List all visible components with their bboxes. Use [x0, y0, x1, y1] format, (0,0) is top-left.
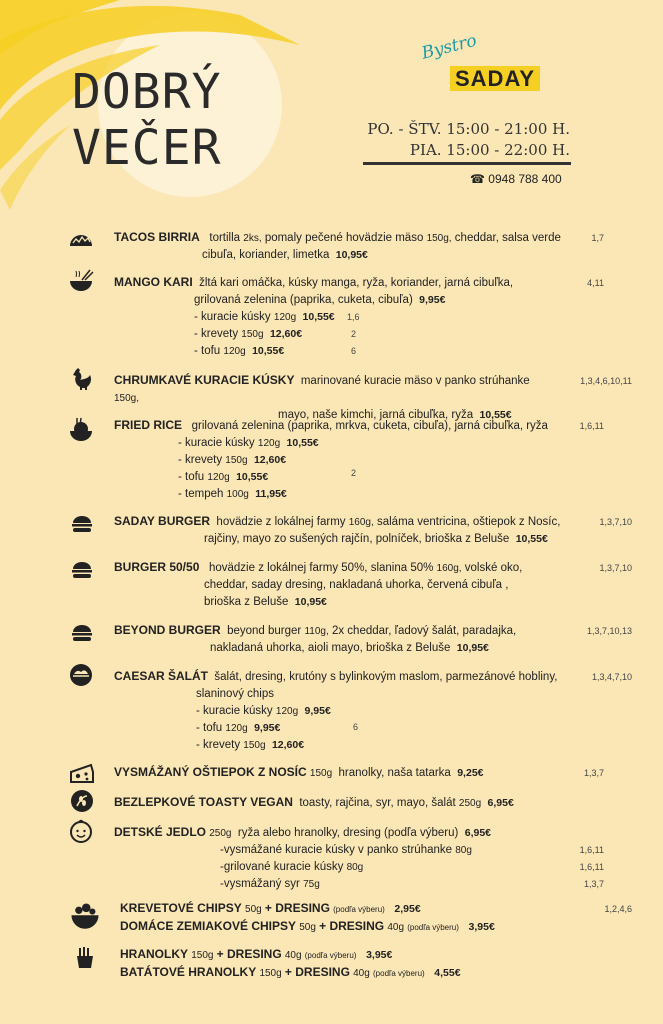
item-desc: grilovaná zelenina (paprika, cuketa, cibuľa) — [194, 294, 413, 306]
item-gram: 50g — [245, 904, 262, 915]
item-gram: 120g — [225, 723, 248, 734]
menu-item-tacos — [114, 229, 604, 264]
burger-icon — [69, 620, 95, 646]
option-label: - kuracie kúsky — [194, 311, 271, 323]
item-gram: 100g — [226, 489, 249, 500]
item-gram: 80g — [455, 845, 472, 856]
item-gram: 150g — [309, 768, 333, 779]
greeting-line-1: DOBRÝ — [72, 64, 222, 120]
allergens: 1,3,7 — [583, 768, 604, 778]
item-name: VYSMÁŽANÝ OŠTIEPOK Z NOSÍC — [114, 765, 307, 779]
item-desc: pomaly pečené hovädzie mäso — [264, 232, 424, 244]
option-price: 12,60€ — [271, 739, 305, 751]
item-gram: 120g — [223, 346, 246, 357]
allergens: 1,3,4,7,10 — [591, 672, 632, 682]
item-desc: 2x cheddar, ľadový šalát, paradajka, — [331, 625, 517, 637]
option-price: 10,55€ — [252, 345, 285, 357]
hours-divider — [363, 162, 571, 165]
item-desc: mayo, naše kimchi, jarná cibuľka, ryža — [278, 409, 474, 421]
allergens: 1,6,11 — [579, 421, 604, 431]
fries-icon — [72, 945, 98, 971]
item-gram: 150g, — [426, 233, 452, 244]
item-price: 10,95€ — [294, 596, 327, 608]
item-price: 10,55€ — [479, 409, 512, 421]
option-price: 9,95€ — [254, 722, 281, 734]
item-desc: beyond burger — [227, 625, 302, 637]
item-desc: hranolky, naša tatarka — [338, 767, 451, 779]
taco-icon — [68, 226, 94, 252]
item-price: 10,95€ — [456, 642, 489, 654]
option-price: 12,60€ — [269, 328, 303, 340]
item-gram: 2ks, — [243, 233, 262, 244]
option-label: - tofu — [194, 345, 221, 357]
item-name: MANGO KARI — [114, 275, 193, 289]
allergens: 6 — [353, 722, 359, 732]
item-gram: 80g — [346, 862, 364, 873]
allergens: 2 — [351, 329, 357, 339]
logo-script-text: Bystro — [419, 30, 479, 64]
menu-item-gluten-free-toasts — [114, 794, 554, 812]
allergens: 1,3,4,6,10,11 — [580, 376, 632, 386]
item-price: 4,55€ — [434, 967, 461, 979]
option-label: - krevety — [196, 739, 241, 751]
item-desc: cibuľa, koriander, limetka — [202, 249, 330, 261]
item-price: 3,95€ — [366, 949, 393, 961]
menu-item-chips — [120, 900, 560, 936]
greeting-line-2: VEČER — [72, 120, 222, 176]
option-label: - kuracie kúsky — [178, 437, 255, 449]
menu-item-burger-5050 — [114, 559, 574, 611]
dressing-note: (podľa výberu) — [407, 923, 459, 932]
option-label: - tofu — [196, 722, 223, 734]
item-name: CHRUMKAVÉ KURACIE KÚSKY — [114, 373, 295, 387]
option-price: 10,55€ — [236, 471, 269, 483]
phone-icon: ☎ — [470, 172, 485, 186]
option-label: - tofu — [178, 471, 205, 483]
item-name: BURGER 50/50 — [114, 560, 200, 574]
item-name: BEYOND BURGER — [114, 623, 221, 637]
item-gram: 250g — [209, 828, 232, 839]
allergens: 1,3,7,10 — [599, 517, 632, 527]
item-price: 2,95€ — [394, 903, 421, 915]
item-gram: 160g, — [436, 563, 462, 574]
snack-bowl-icon — [69, 898, 101, 930]
item-gram: 250g — [458, 798, 482, 809]
item-gram: 110g, — [304, 626, 329, 637]
allergens: 1,6,11 — [579, 845, 604, 855]
menu-item-kids-meal — [114, 824, 574, 893]
item-name: BEZLEPKOVÉ TOASTY VEGAN — [114, 795, 293, 809]
option-label: - tempeh — [178, 488, 224, 500]
item-gram: 120g — [275, 706, 299, 717]
item-desc: ryža alebo hranolky, dresing (podľa výberu) — [237, 827, 459, 839]
item-name: CAESAR ŠALÁT — [114, 669, 209, 683]
item-price: 10,95€ — [335, 249, 368, 261]
item-name: DETSKÉ JEDLO — [114, 825, 207, 839]
allergens: 1,6 — [347, 312, 360, 322]
item-gram: 120g — [257, 438, 281, 449]
allergens: 1,6,11 — [579, 862, 604, 872]
option-price: 9,95€ — [304, 705, 331, 717]
item-desc: marinované kuracie mäso v panko strúhanke — [300, 375, 530, 387]
item-name: SADAY BURGER — [114, 514, 211, 528]
menu-item-fried-ostiepok — [114, 764, 554, 782]
option-label: -grilované kuracie kúsky — [220, 861, 344, 873]
item-gram: 120g — [273, 312, 297, 323]
item-desc: rajčiny, mayo zo sušených rajčín, polníček, brioška z Beluše — [204, 533, 510, 545]
dressing-note: (podľa výberu) — [333, 905, 385, 914]
item-gram: 75g — [303, 879, 320, 890]
dressing-note: (podľa výberu) — [373, 969, 425, 978]
dressing-label: + DRESING — [319, 919, 385, 933]
item-desc: cheddar, salsa verde — [454, 232, 561, 244]
allergens: 6 — [351, 346, 357, 356]
phone-number: 0948 788 400 — [488, 172, 562, 186]
item-desc: toasty, rajčina, syr, mayo, šalát — [299, 797, 456, 809]
item-price: 9,95€ — [419, 294, 446, 306]
item-desc: cheddar, saday dresing, nakladaná uhorka, červená cibuľa , — [204, 579, 509, 591]
cheese-icon — [69, 760, 95, 786]
item-gram: 150g — [241, 329, 264, 340]
option-label: -vysmážané kuracie kúsky v panko strúhanke — [220, 844, 453, 856]
item-gram: 50g — [299, 922, 316, 933]
option-label: - kuracie kúsky — [196, 705, 273, 717]
opening-hours-friday: PIA. 15:00 - 22:00 H. — [409, 141, 570, 159]
item-name: KREVETOVÉ CHIPSY — [120, 901, 242, 915]
item-desc: šalát, dresing, krutóny s bylinkovým maslom, parmezánové hobliny, — [214, 671, 558, 683]
allergens: 1,3,7,10 — [599, 563, 632, 573]
allergens: 2 — [351, 468, 357, 478]
dressing-label: + DRESING — [284, 965, 350, 979]
item-desc: volské oko, — [464, 562, 523, 574]
item-gram: 150g, — [114, 393, 140, 404]
gluten-free-toast-icon — [69, 788, 95, 814]
noodle-bowl-icon — [68, 268, 94, 294]
option-price: 11,95€ — [255, 488, 287, 500]
item-desc: žltá kari omáčka, kúsky manga, ryža, koriander, jarná cibuľka, — [199, 277, 514, 289]
logo-main-text: SADAY — [450, 66, 540, 91]
item-gram: 40g — [353, 968, 370, 979]
item-desc: tortilla — [209, 232, 241, 244]
item-desc: slaninový chips — [196, 688, 274, 700]
item-name: BATÁTOVÉ HRANOLKY — [120, 965, 257, 979]
item-desc: hovädzie z lokálnej farmy — [216, 516, 346, 528]
item-gram: 40g — [387, 922, 405, 933]
bystro-saday-logo — [419, 30, 580, 92]
allergens: 1,3,7 — [583, 879, 604, 889]
child-face-icon — [68, 818, 94, 844]
menu-item-saday-burger — [114, 513, 574, 548]
rice-bowl-icon — [68, 416, 94, 442]
item-gram: 40g — [284, 950, 302, 961]
allergens: 1,3,7,10,13 — [586, 626, 632, 636]
menu-item-beyond-burger — [114, 622, 564, 657]
opening-hours-weekdays: PO. - ŠTV. 15:00 - 21:00 H. — [367, 120, 570, 138]
item-gram: 150g — [243, 740, 266, 751]
item-price: 3,95€ — [468, 921, 495, 933]
item-price: 9,25€ — [457, 767, 484, 779]
phone-line — [470, 172, 562, 186]
allergens: 4,11 — [587, 278, 604, 288]
item-name: TACOS BIRRIA — [114, 230, 200, 244]
allergens: 1,2,4,6 — [604, 904, 632, 914]
rooster-icon — [70, 366, 96, 392]
item-gram: 150g — [225, 455, 248, 466]
option-label: -vysmážaný syr — [220, 878, 300, 890]
menu-item-fried-rice — [114, 417, 574, 503]
item-price: 6,95€ — [487, 797, 514, 809]
burger-icon — [69, 511, 95, 537]
item-gram: 150g — [191, 950, 214, 961]
item-gram: 150g — [259, 968, 282, 979]
dressing-note: (podľa výberu) — [304, 951, 357, 960]
option-price: 12,60€ — [253, 454, 287, 466]
item-name: FRIED RICE — [114, 418, 183, 432]
item-desc: nakladaná uhorka, aioli mayo, brioška z Beluše — [210, 642, 451, 654]
item-name: HRANOLKY — [120, 947, 188, 961]
item-desc: saláma ventricina, oštiepok z Nosíc, — [376, 516, 561, 528]
salad-bowl-icon — [68, 662, 94, 688]
item-gram: 120g — [207, 472, 230, 483]
burger-icon — [69, 557, 95, 583]
item-desc: hovädzie z lokálnej farmy 50%, slanina 50% — [208, 562, 434, 574]
menu-item-caesar-salad — [114, 668, 574, 754]
item-price: 6,95€ — [464, 827, 492, 839]
item-gram: 160g, — [348, 517, 374, 528]
item-desc: brioška z Beluše — [204, 596, 289, 608]
item-desc: grilovaná zelenina (paprika, mrkva, cuketa, cibuľa), jarná cibuľka, ryža — [191, 420, 548, 432]
option-price: 10,55€ — [286, 437, 319, 449]
item-price: 10,55€ — [515, 533, 548, 545]
item-name: DOMÁCE ZEMIAKOVÉ CHIPSY — [120, 919, 297, 933]
dressing-label: + DRESING — [264, 901, 330, 915]
option-label: - krevety — [178, 454, 223, 466]
option-label: - krevety — [194, 328, 239, 340]
option-price: 10,55€ — [302, 311, 335, 323]
dressing-label: + DRESING — [216, 947, 282, 961]
menu-item-fries — [120, 946, 560, 982]
allergens: 1,7 — [591, 233, 604, 243]
